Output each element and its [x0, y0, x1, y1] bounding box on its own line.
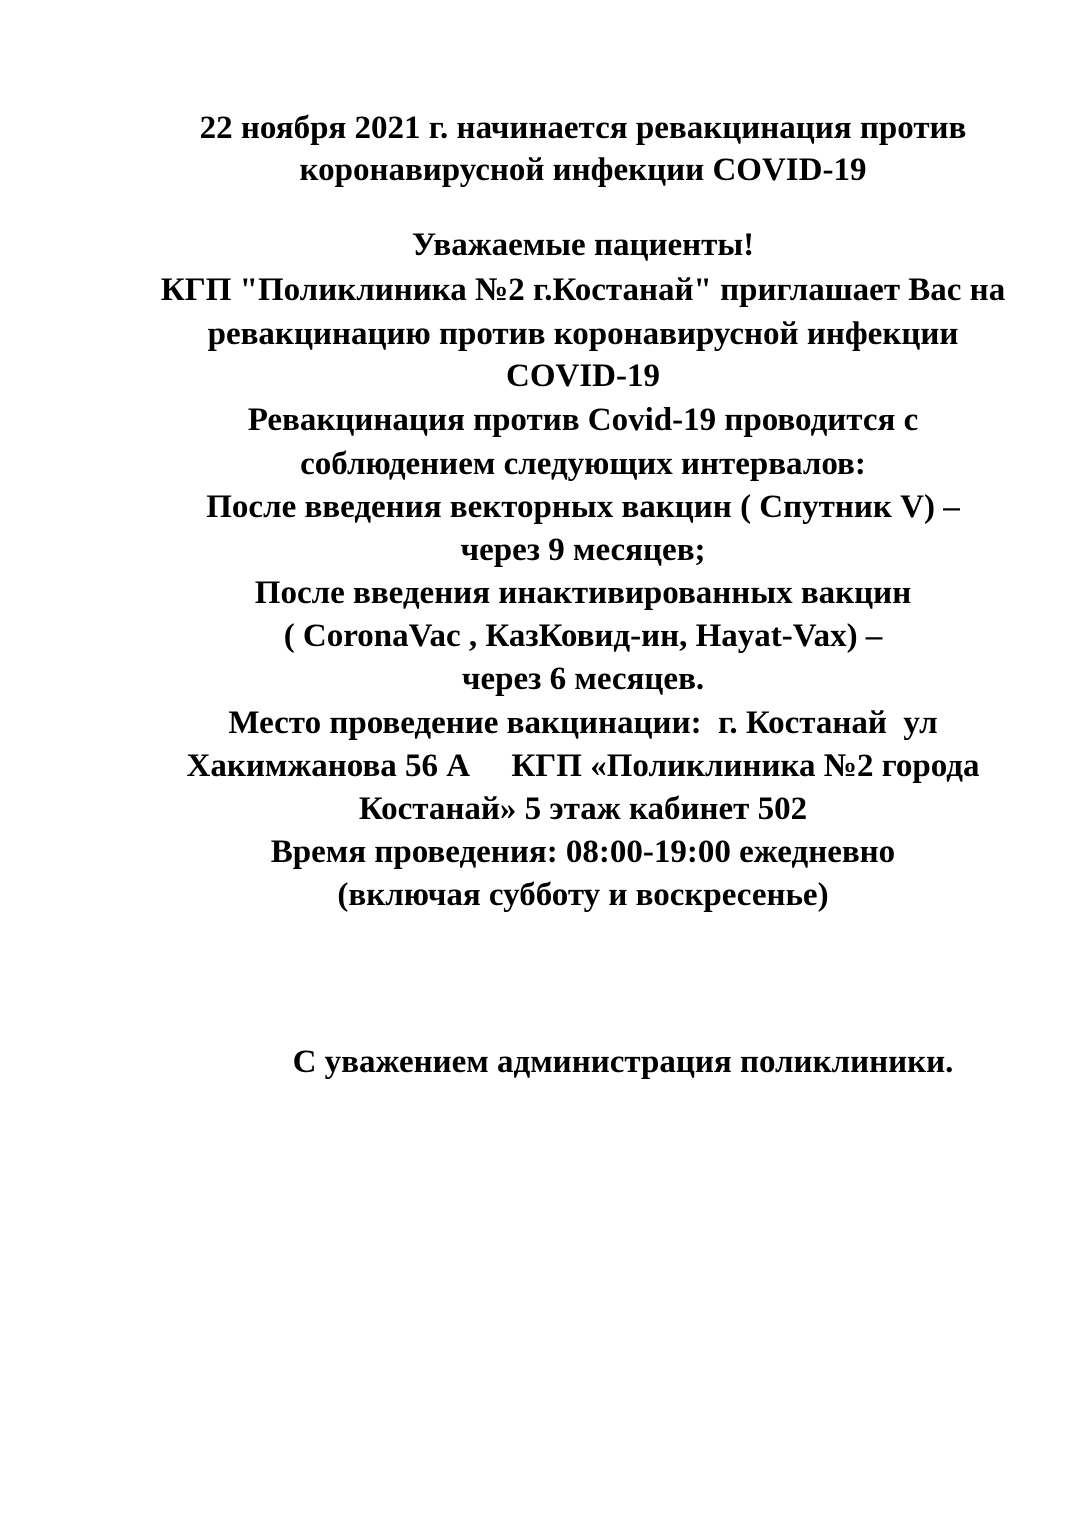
heading-line-1: 22 ноября 2021 г. начинается ревакцинация против	[199, 110, 967, 146]
greeting: Уважаемые пациенты!	[411, 227, 755, 263]
body-line: После введения инактивированных вакцин	[254, 575, 912, 611]
body-line: соблюдением следующих интервалов:	[300, 446, 866, 482]
body-line: Хакимжанова 56 А КГП «Поликлиника №2 города	[186, 748, 980, 784]
signature: С уважением администрация поликлиники.	[292, 1044, 954, 1080]
body-line: (включая субботу и воскресенье)	[337, 877, 829, 913]
body-line: через 9 месяцев;	[460, 532, 706, 568]
body-line: ревакцинацию против коронавирусной инфекции	[207, 316, 959, 352]
body-line: Время проведения: 08:00-19:00 ежедневно	[270, 834, 896, 870]
body-line: Ревакцинация против Covid-19 проводится с	[247, 402, 919, 438]
body-line: Место проведение вакцинации: г. Костанай ул	[228, 705, 938, 741]
body-line: КГП "Поликлиника №2 г.Костанай" приглашает Вас на	[160, 272, 1006, 308]
body-line: COVID-19	[506, 358, 660, 394]
body-line: ( CoronaVac , КазКовид-ин, Hayat-Vax) –	[283, 618, 883, 654]
body-line: Костанай» 5 этаж кабинет 502	[358, 791, 808, 827]
heading-line-2: коронавирусной инфекции COVID-19	[299, 152, 867, 188]
body-line: После введения векторных вакцин ( Спутник V) –	[206, 489, 960, 525]
body-line: через 6 месяцев.	[461, 661, 705, 697]
